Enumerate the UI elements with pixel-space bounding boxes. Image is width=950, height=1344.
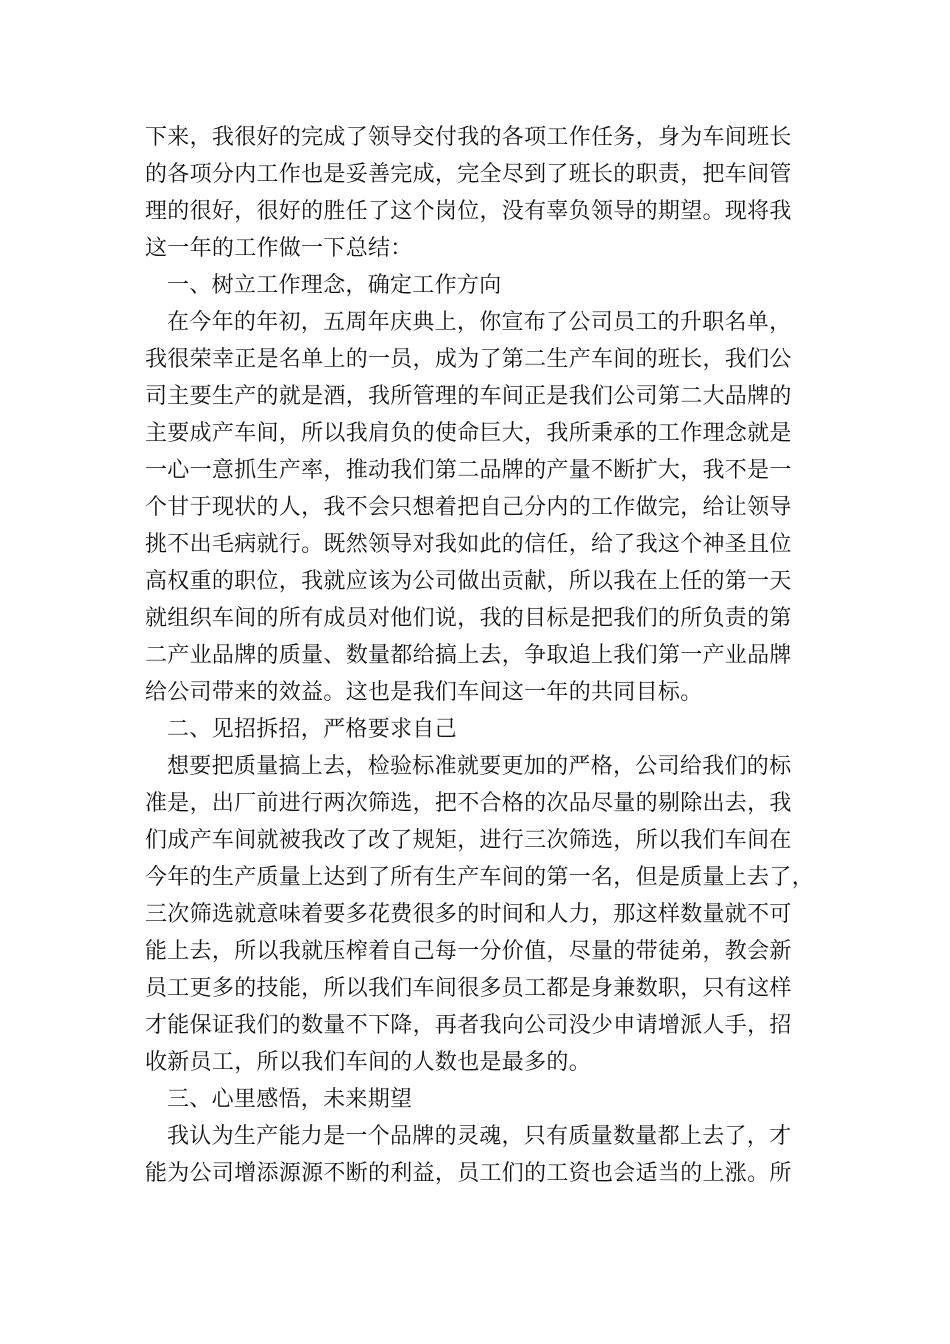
text-line: 准是，出厂前进行两次筛选，把不合格的次品尽量的剔除出去，我 [145, 791, 792, 816]
paragraph-first-line: 在今年的年初，五周年庆典上，你宣布了公司员工的升职名单， [167, 310, 792, 335]
section-heading: 三、心里感悟，未来期望 [167, 1087, 413, 1112]
section-heading: 一、树立工作理念，确定工作方向 [167, 273, 502, 298]
text-line: 个甘于现状的人，我不会只想着把自己分内的工作做完，给让领导 [145, 495, 792, 520]
section-heading: 二、见招拆招，严格要求自己 [167, 717, 457, 742]
text-line: 给公司带来的效益。这也是我们车间这一年的共同目标。 [145, 680, 703, 705]
text-line: 能上去，所以我就压榨着自己每一分价值，尽量的带徒弟，教会新 [145, 939, 792, 964]
text-line: 这一年的工作做一下总结： [145, 236, 413, 261]
text-line: 挑不出毛病就行。既然领导对我如此的信任，给了我这个神圣且位 [145, 532, 792, 557]
text-line: 一心一意抓生产率，推动我们第二品牌的产量不断扩大，我不是一 [145, 458, 792, 483]
text-line: 高权重的职位，我就应该为公司做出贡献，所以我在上任的第一天 [145, 569, 792, 594]
text-line: 收新员工，所以我们车间的人数也是最多的。 [145, 1050, 592, 1075]
text-line: 下来，我很好的完成了领导交付我的各项工作任务，身为车间班长 [145, 125, 792, 150]
text-line: 们成产车间就被我改了改了规矩，进行三次筛选，所以我们车间在 [145, 828, 792, 853]
text-line: 二产业品牌的质量、数量都给搞上去，争取追上我们第一产业品牌 [145, 643, 792, 668]
text-line: 能为公司增添源源不断的利益，员工们的工资也会适当的上涨。所 [145, 1161, 792, 1186]
paragraph-first-line: 想要把质量搞上去，检验标准就要更加的严格，公司给我们的标 [167, 754, 792, 779]
text-line: 我很荣幸正是名单上的一员，成为了第二生产车间的班长，我们公 [145, 347, 792, 372]
text-line: 今年的生产质量上达到了所有生产车间的第一名，但是质量上去了， [145, 865, 815, 890]
text-line: 司主要生产的就是酒，我所管理的车间正是我们公司第二大品牌的 [145, 384, 792, 409]
text-line: 三次筛选就意味着要多花费很多的时间和人力，那这样数量就不可 [145, 902, 792, 927]
text-line: 才能保证我们的数量不下降，再者我向公司没少申请增派人手，招 [145, 1013, 792, 1038]
text-line: 理的很好，很好的胜任了这个岗位，没有辜负领导的期望。现将我 [145, 199, 792, 224]
paragraph-first-line: 我认为生产能力是一个品牌的灵魂，只有质量数量都上去了，才 [167, 1124, 792, 1149]
text-line: 主要成产车间，所以我肩负的使命巨大，我所秉承的工作理念就是 [145, 421, 792, 446]
text-line: 员工更多的技能，所以我们车间很多员工都是身兼数职，只有这样 [145, 976, 792, 1001]
text-line: 的各项分内工作也是妥善完成，完全尽到了班长的职责，把车间管 [145, 162, 792, 187]
text-line: 就组织车间的所有成员对他们说，我的目标是把我们的所负责的第 [145, 606, 792, 631]
